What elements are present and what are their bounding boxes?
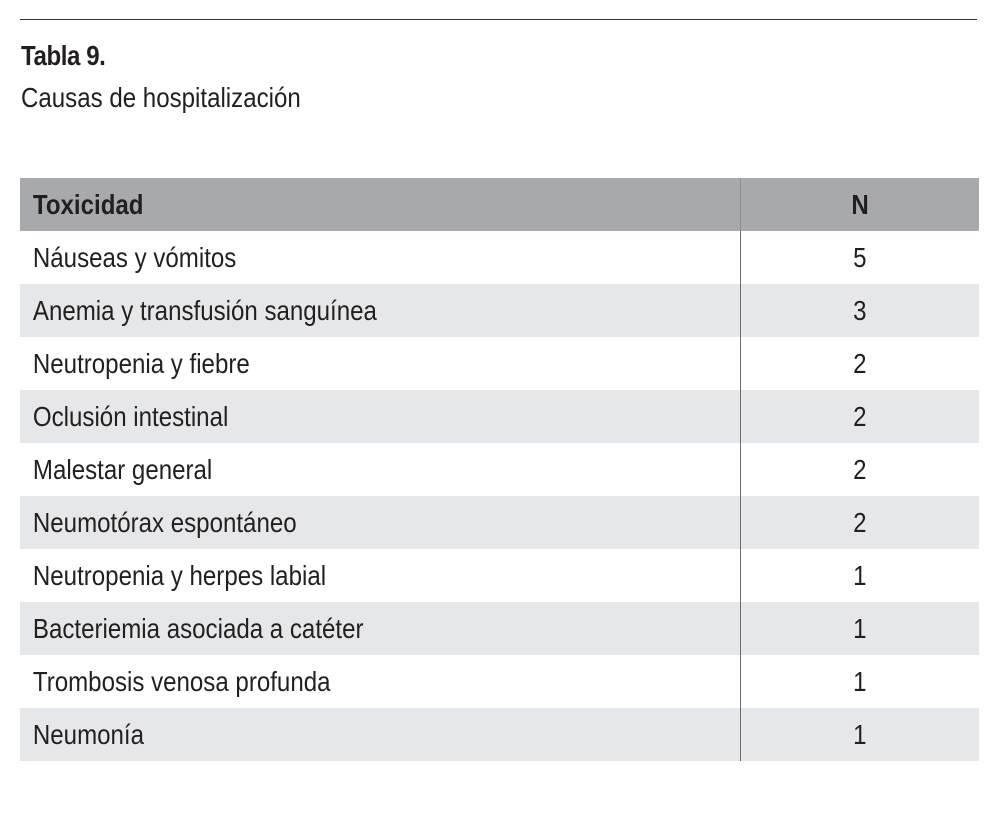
- table-header-row: [20, 178, 979, 231]
- row-n: 3: [853, 294, 867, 326]
- column-header-toxicity: [20, 178, 740, 231]
- row-n-cell: [740, 602, 979, 655]
- row-n: 5: [853, 241, 867, 273]
- table-row: [20, 443, 979, 496]
- table-number: Tabla 9.: [21, 40, 106, 71]
- column-header-n: [740, 178, 979, 231]
- row-label-cell: [20, 337, 740, 390]
- table-caption: Causas de hospitalización: [21, 82, 301, 113]
- row-label-cell: [20, 549, 740, 602]
- row-n-cell: [740, 390, 979, 443]
- row-label-cell: [20, 443, 740, 496]
- row-label-cell: [20, 655, 740, 708]
- hospitalization-causes-table: [20, 178, 979, 761]
- row-label-cell: [20, 602, 740, 655]
- row-label-cell: [20, 390, 740, 443]
- row-label-cell: [20, 496, 740, 549]
- row-n-cell: [740, 496, 979, 549]
- table-row: [20, 337, 979, 390]
- row-label: Neutropenia y fiebre: [32, 347, 250, 379]
- table-row: [20, 655, 979, 708]
- table-row: [20, 708, 979, 761]
- row-n: 1: [853, 718, 867, 750]
- row-n-cell: [740, 337, 979, 390]
- top-rule: [20, 19, 977, 20]
- row-label: Neumotórax espontáneo: [32, 506, 297, 538]
- row-n-cell: [740, 708, 979, 761]
- row-n: 1: [853, 665, 867, 697]
- table-row: [20, 496, 979, 549]
- row-n-cell: [740, 655, 979, 708]
- row-label-cell: [20, 231, 740, 284]
- row-n: 2: [853, 453, 867, 485]
- row-n: 2: [853, 506, 867, 538]
- row-label-cell: [20, 284, 740, 337]
- row-n: 1: [853, 559, 867, 591]
- row-label: Oclusión intestinal: [32, 400, 229, 432]
- row-label: Bacteriemia asociada a catéter: [32, 612, 364, 644]
- row-n-cell: [740, 549, 979, 602]
- table-row: [20, 549, 979, 602]
- row-label: Trombosis venosa profunda: [32, 665, 331, 697]
- table-row: [20, 390, 979, 443]
- table-row: [20, 284, 979, 337]
- row-n-cell: [740, 284, 979, 337]
- row-label: Neumonía: [32, 718, 145, 750]
- row-label: Neutropenia y herpes labial: [32, 559, 327, 591]
- row-n: 2: [853, 347, 867, 379]
- row-label: Náuseas y vómitos: [32, 241, 237, 273]
- column-header-toxicity-text: Toxicidad: [32, 188, 144, 220]
- table-row: [20, 602, 979, 655]
- row-n-cell: [740, 443, 979, 496]
- row-n-cell: [740, 231, 979, 284]
- row-n: 2: [853, 400, 867, 432]
- row-label: Malestar general: [32, 453, 213, 485]
- table-row: [20, 231, 979, 284]
- column-header-n-text: N: [851, 188, 869, 220]
- row-label-cell: [20, 708, 740, 761]
- row-label: Anemia y transfusión sanguínea: [32, 294, 377, 326]
- row-n: 1: [853, 612, 867, 644]
